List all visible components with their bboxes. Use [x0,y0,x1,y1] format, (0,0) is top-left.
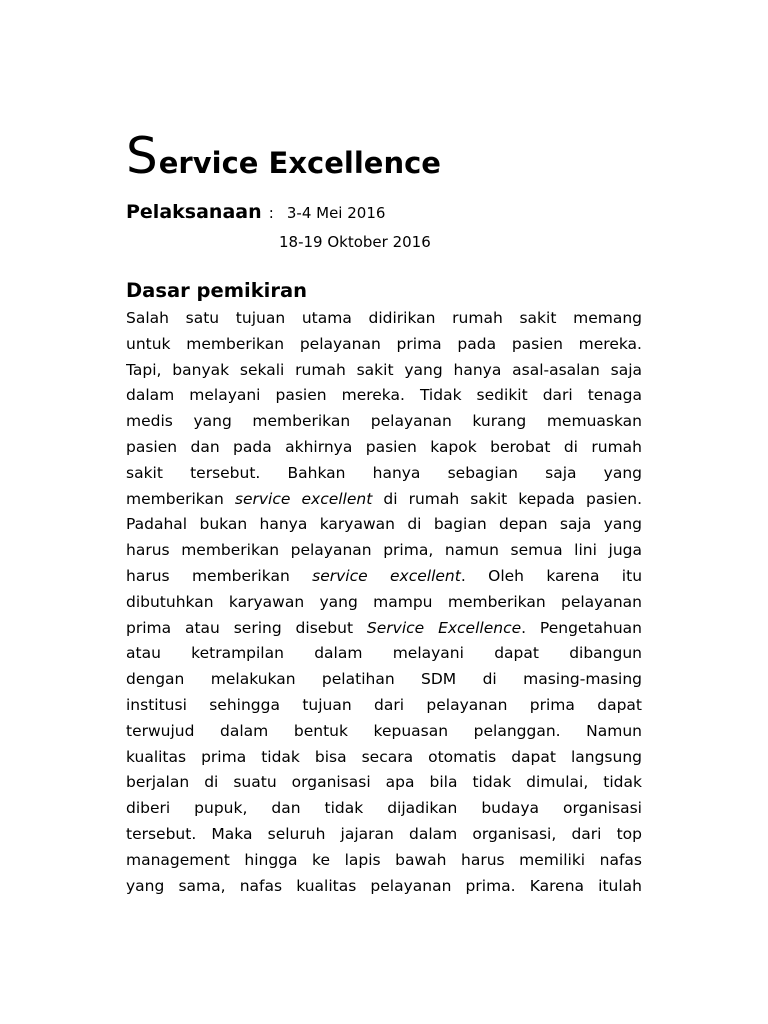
body-italic-run: service excellent [312,566,461,585]
body-line: Salah satu tujuan utama didirikan rumah sakit memang [126,309,642,327]
title-rest: ervice Excellence [158,146,441,180]
body-line: dibutuhkan karyawan yang mampu memberikan pelayanan [126,592,642,611]
body-italic-run: service excellent [234,489,373,508]
body-line: sakit tersebut. Bahkan hanya sebagian saja yang [126,463,642,482]
body-line [126,487,642,513]
body-italic-run: Service Excellence [366,618,522,637]
body-line: tersebut. Maka seluruh jajaran dalam organisasi, dari top [126,824,642,843]
body-text-run: memberikan [126,489,235,508]
body-text-run: di rumah sakit kepada pasien. [372,489,642,508]
body-line: yang sama, nafas kualitas pelayanan prima. Karena itulah [126,876,642,895]
body-line: pasien dan pada akhirnya pasien kapok berobat di rumah [126,437,642,456]
pelaksanaan-label: Pelaksanaan [126,201,262,223]
body-line: atau ketrampilan dalam melayani dapat dibangun [126,644,642,663]
body-text-run: prima atau sering disebut [126,618,367,637]
body-line [126,616,642,642]
body-line: diberi pupuk, dan tidak dijadikan budaya organisasi [126,799,642,818]
document-page [126,128,642,899]
pelaksanaan-row [126,198,642,226]
body-line: Tapi, banyak sekali rumah sakit yang hanya asal-asalan saja [126,360,642,379]
body-line: medis yang memberikan pelayanan kurang memuaskan [126,412,642,431]
pelaksanaan-colon: : [268,204,274,222]
body-text-run: harus memberikan [126,566,313,585]
document-title [126,128,642,184]
body-line: kualitas prima tidak bisa secara otomatis dapat langsung [126,747,642,766]
body-text-run: . Pengetahuan [521,618,642,637]
body-line: harus memberikan pelayanan prima, namun semua lini juga [126,541,642,560]
body-line: Padahal bukan hanya karyawan di bagian depan saja yang [126,515,642,534]
body-line: dalam melayani pasien mereka. Tidak sedikit dari tenaga [126,386,642,405]
body-line: institusi sehingga tujuan dari pelayanan prima dapat [126,695,642,714]
body-line: berjalan di suatu organisasi apa bila tidak dimulai, tidak [126,773,642,792]
body-line [126,564,642,590]
body-line: terwujud dalam bentuk kepuasan pelanggan. Namun [126,721,642,740]
body-paragraph [126,306,642,899]
body-line: management hingga ke lapis bawah harus memiliki nafas [126,850,642,869]
section-heading: Dasar pemikiran [126,279,308,302]
body-line: untuk memberikan pelayanan prima pada pasien mereka. [126,334,642,353]
pelaksanaan-date-2: 18-19 Oktober 2016 [279,233,431,251]
body-text-run: . Oleh karena itu [460,566,642,585]
title-initial: S [126,127,159,185]
pelaksanaan-date-1: 3-4 Mei 2016 [286,204,386,222]
body-line: dengan melakukan pelatihan SDM di masing-masing [126,670,642,689]
